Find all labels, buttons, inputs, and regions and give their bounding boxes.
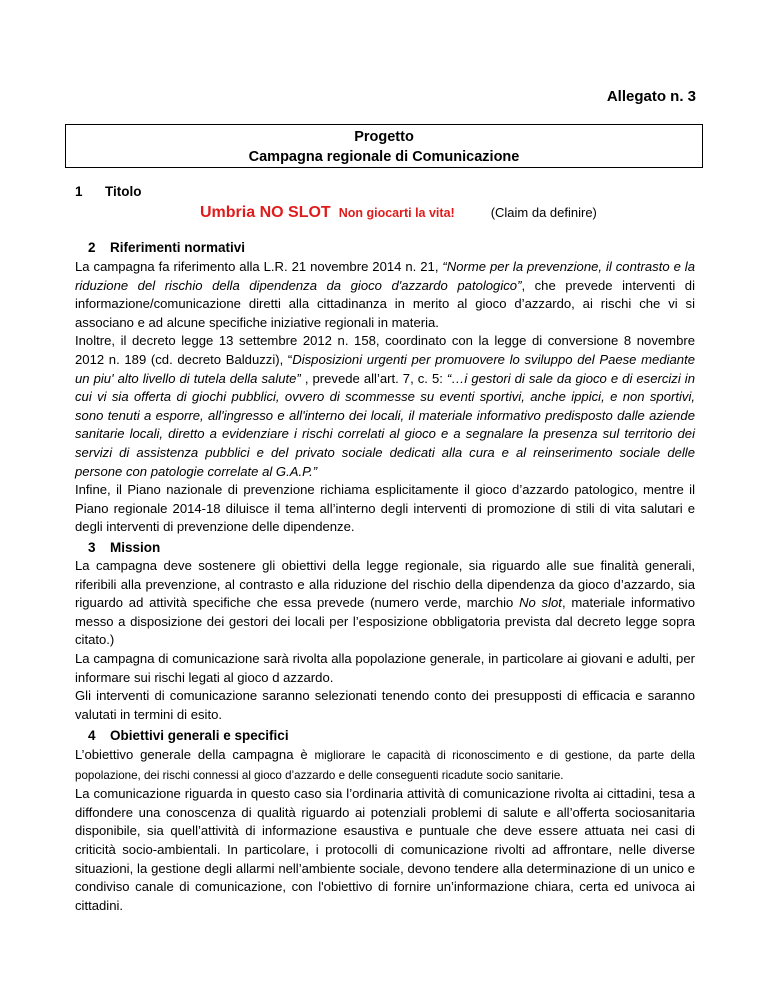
text-run: La campagna deve sostenere gli obiettivi della legge regionale, sia riguardo alle sue finalità generali, riferibili alla prevenzione, al contrasto e alla riduzione del rischio della dipendenza da gioco d’azzardo, sia riguardo ad attività specifiche che essa prevede (numero verde, marchio xyxy=(75,558,695,611)
text-run: , prevede all’art. 7, c. 5: xyxy=(304,370,447,386)
campaign-heading: Campagna regionale di Comunicazione xyxy=(248,149,520,165)
no-slot-italic: No slot xyxy=(519,595,562,611)
section-4-heading xyxy=(88,728,289,743)
claim-note: (Claim da definire) xyxy=(490,205,597,220)
section-2-title: Riferimenti normativi xyxy=(110,240,246,255)
text-run: , che prevede interventi di informazione/comunicazione diretti alla cittadinanza in merito al gioco d’azzardo, ai rischi che vi si associano e ad alcune specifiche iniziative regionali in materia. xyxy=(75,277,695,330)
law-title-italic: “Norme per la prevenzione, il contrasto e la riduzione del rischio della dipendenza da gioco d'azzardo patologico” xyxy=(75,259,695,293)
section-4-title: Obiettivi generali e specifici xyxy=(110,728,289,743)
section-4-body xyxy=(75,746,695,915)
section-2-number: 2 xyxy=(88,240,96,255)
attachment-label: Allegato n. 3 xyxy=(606,88,696,105)
text-run: La campagna fa riferimento alla L.R. 21 novembre 2014 n. 21, xyxy=(75,259,443,274)
project-label: Progetto xyxy=(354,129,414,145)
paragraph xyxy=(75,332,695,481)
section-3-heading xyxy=(88,540,160,555)
section-3-body xyxy=(75,557,695,724)
section-1-title: Titolo xyxy=(105,184,142,199)
section-1-number: 1 xyxy=(75,184,83,199)
campaign-name: Umbria NO SLOT xyxy=(200,204,331,221)
decree-title-italic: Disposizioni urgenti per promuovere lo sviluppo del Paese mediante un piu' alto livello di tutela della salute” xyxy=(75,351,695,386)
section-3-number: 3 xyxy=(88,540,96,555)
text-run: Inoltre, il decreto legge 13 settembre 2012 n. 158, coordinato con la legge di conversione 8 novembre 2012 n. 189 (cd. decreto Balduzzi), “ xyxy=(75,333,695,367)
small-text-run: migliorare le capacità di riconoscimento e di gestione, da parte della popolazione, dei rischi connessi al gioco d’azzardo e delle conseguenti ricadute socio sanitarie. xyxy=(75,749,695,782)
campaign-slogan: Non giocarti la vita! xyxy=(338,206,455,220)
paragraph: La comunicazione riguarda in questo caso sia l’ordinaria attività di comunicazione rivolta ai cittadini, tesa a diffondere una conoscenza di qualità riguardo ai potenziali problemi di salute e all’offerta sociosanitaria disponibile, sia quell’attività di informazione esaustiva e puntuale che deve essere attuata nei casi di criticità socio-ambientali. In particolare, i protocolli di comunicazione rivolti ad affrontare, nelle diverse situazioni, la gestione degli allarmi nell’ambiente sociale, devono tendere alla determinazione di un unico e condiviso canale di comunicazione, con l'obiettivo di fornire un’informazione chiara, certa ed univoca ai cittadini. xyxy=(75,786,695,913)
paragraph: Gli interventi di comunicazione saranno selezionati tenendo conto dei presupposti di efficacia e saranno valutati in termini di esito. xyxy=(75,688,695,722)
section-2-heading xyxy=(88,240,245,255)
section-2-body xyxy=(75,258,695,537)
text-run: , materiale informativo messo a disposizione dei gestori dei locali per l’esposizione obbligatoria prevista dal decreto legge sopra citato.) xyxy=(75,595,695,648)
section-1-heading xyxy=(75,184,142,199)
decree-quote-italic: “…i gestori di sale da gioco e di esercizi in cui vi sia offerta di giochi pubblici, ovvero di scommesse su eventi sportivi, anche ippici, e non sportivi, sono tenuti a esporre, all'ingresso e all'interno dei locali, il materiale informativo predisposto dalle aziende sanitarie locali, diretto a evidenziare i rischi correlati al gioco e a segnalare la presenza sul territorio dei servizi di assistenza pubblici e del privato sociale dedicati alla cura e al reinserimento sociale delle persone con patologie correlate al G.A.P.” xyxy=(75,370,695,479)
paragraph xyxy=(75,746,695,785)
paragraph: La campagna di comunicazione sarà rivolta alla popolazione generale, in particolare ai giovani e adulti, per informare sui rischi legati al gioco d azzardo. xyxy=(75,650,695,685)
paragraph: Infine, il Piano nazionale di prevenzione richiama esplicitamente il gioco d’azzardo patologico, mentre il Piano regionale 2014-18 diluisce il tema all’interno degli interventi di promozione di stili di vita salutari e degli interventi di prevenzione delle dipendenze. xyxy=(75,482,695,535)
section-4-number: 4 xyxy=(88,728,96,743)
project-title-box xyxy=(65,124,703,168)
section-3-title: Mission xyxy=(110,540,161,555)
paragraph xyxy=(75,557,695,650)
text-run: L’obiettivo generale della campagna è xyxy=(75,747,315,762)
paragraph xyxy=(75,258,695,332)
campaign-title-line xyxy=(200,204,597,222)
